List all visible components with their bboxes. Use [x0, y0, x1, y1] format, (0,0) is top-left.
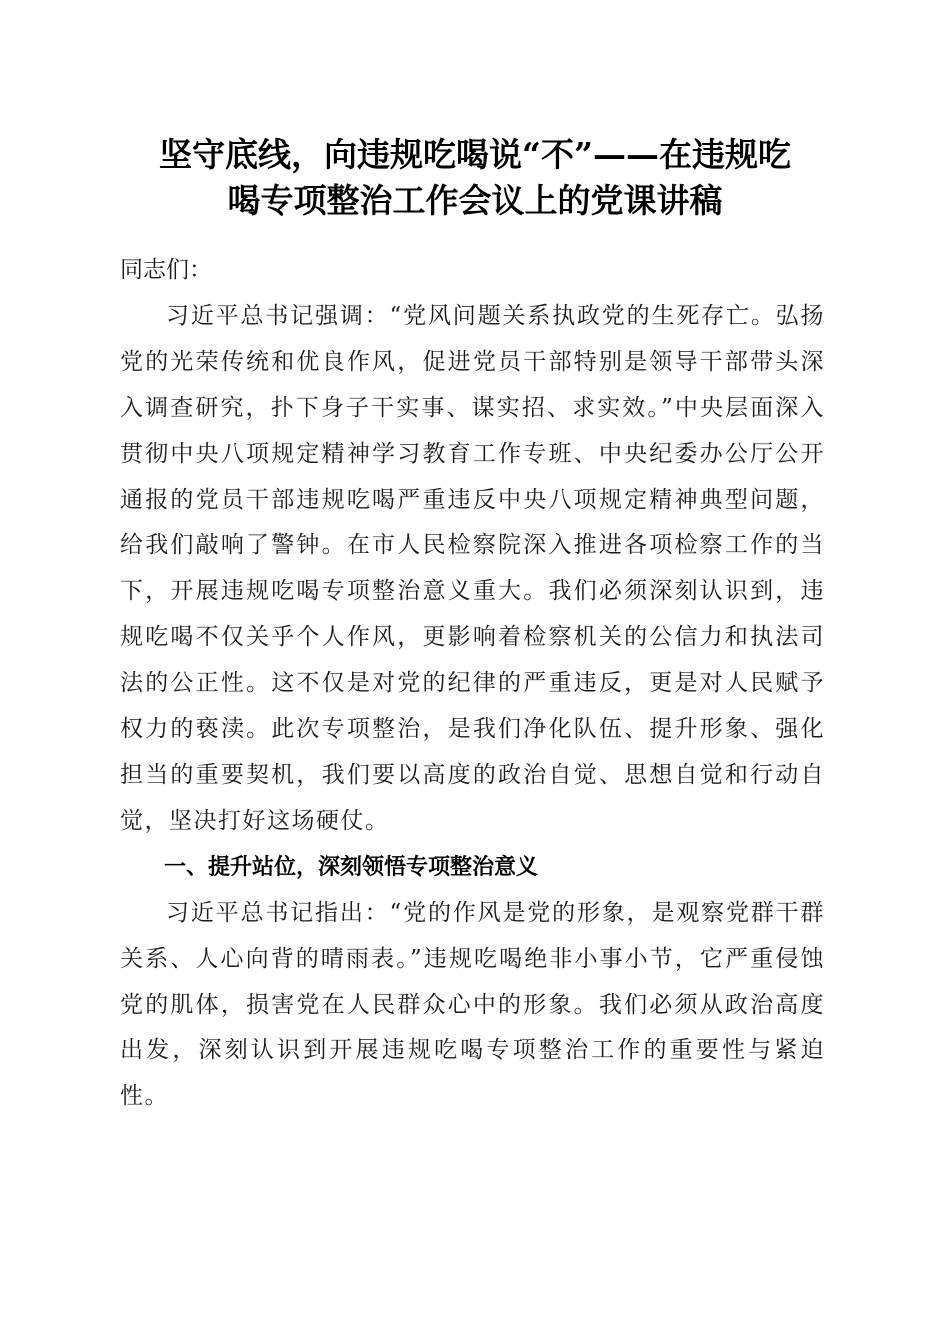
- title-line-2: 喝专项整治工作会议上的党课讲稿: [227, 181, 723, 220]
- title-line-1: 坚守底线，向违规吃喝说“不”——在违规吃: [159, 135, 791, 174]
- paragraph-1: 习近平总书记强调：“党风问题关系执政党的生死存亡。弘扬党的光荣传统和优良作风，促进党员干部特别是领导干部带头深入调查研究，扑下身子干实事、谋实招、求实效。”中央层面深入贯彻中央八项规定精神学习教育工作专班、中央纪委办公厅公开通报的党员干部违规吃喝严重违反中央八项规定精神典型问题，给我们敲响了警钟。在市人民检察院深入推进各项检察工作的当下，开展违规吃喝专项整治意义重大。我们必须深刻认识到，违规吃喝不仅关乎个人作风，更影响着检察机关的公信力和执法司法的公正性。这不仅是对党的纪律的严重违反，更是对人民赋予权力的亵渎。此次专项整治，是我们净化队伍、提升形象、强化担当的重要契机，我们要以高度的政治自觉、思想自觉和行动自觉，坚决打好这场硬仗。: [120, 302, 825, 834]
- document-body: [120, 248, 825, 1120]
- salutation: 同志们：: [120, 257, 212, 283]
- document-title: [110, 132, 840, 224]
- section-1-heading: 一、提升站位，深刻领悟专项整治意义: [164, 854, 539, 880]
- paragraph-2: 习近平总书记指出：“党的作风是党的形象，是观察党群干群关系、人心向背的晴雨表。”违规吃喝绝非小事小节，它严重侵蚀党的肌体，损害党在人民群众心中的形象。我们必须从政治高度出发，深刻认识到开展违规吃喝专项整治工作的重要性与紧迫性。: [120, 899, 825, 1110]
